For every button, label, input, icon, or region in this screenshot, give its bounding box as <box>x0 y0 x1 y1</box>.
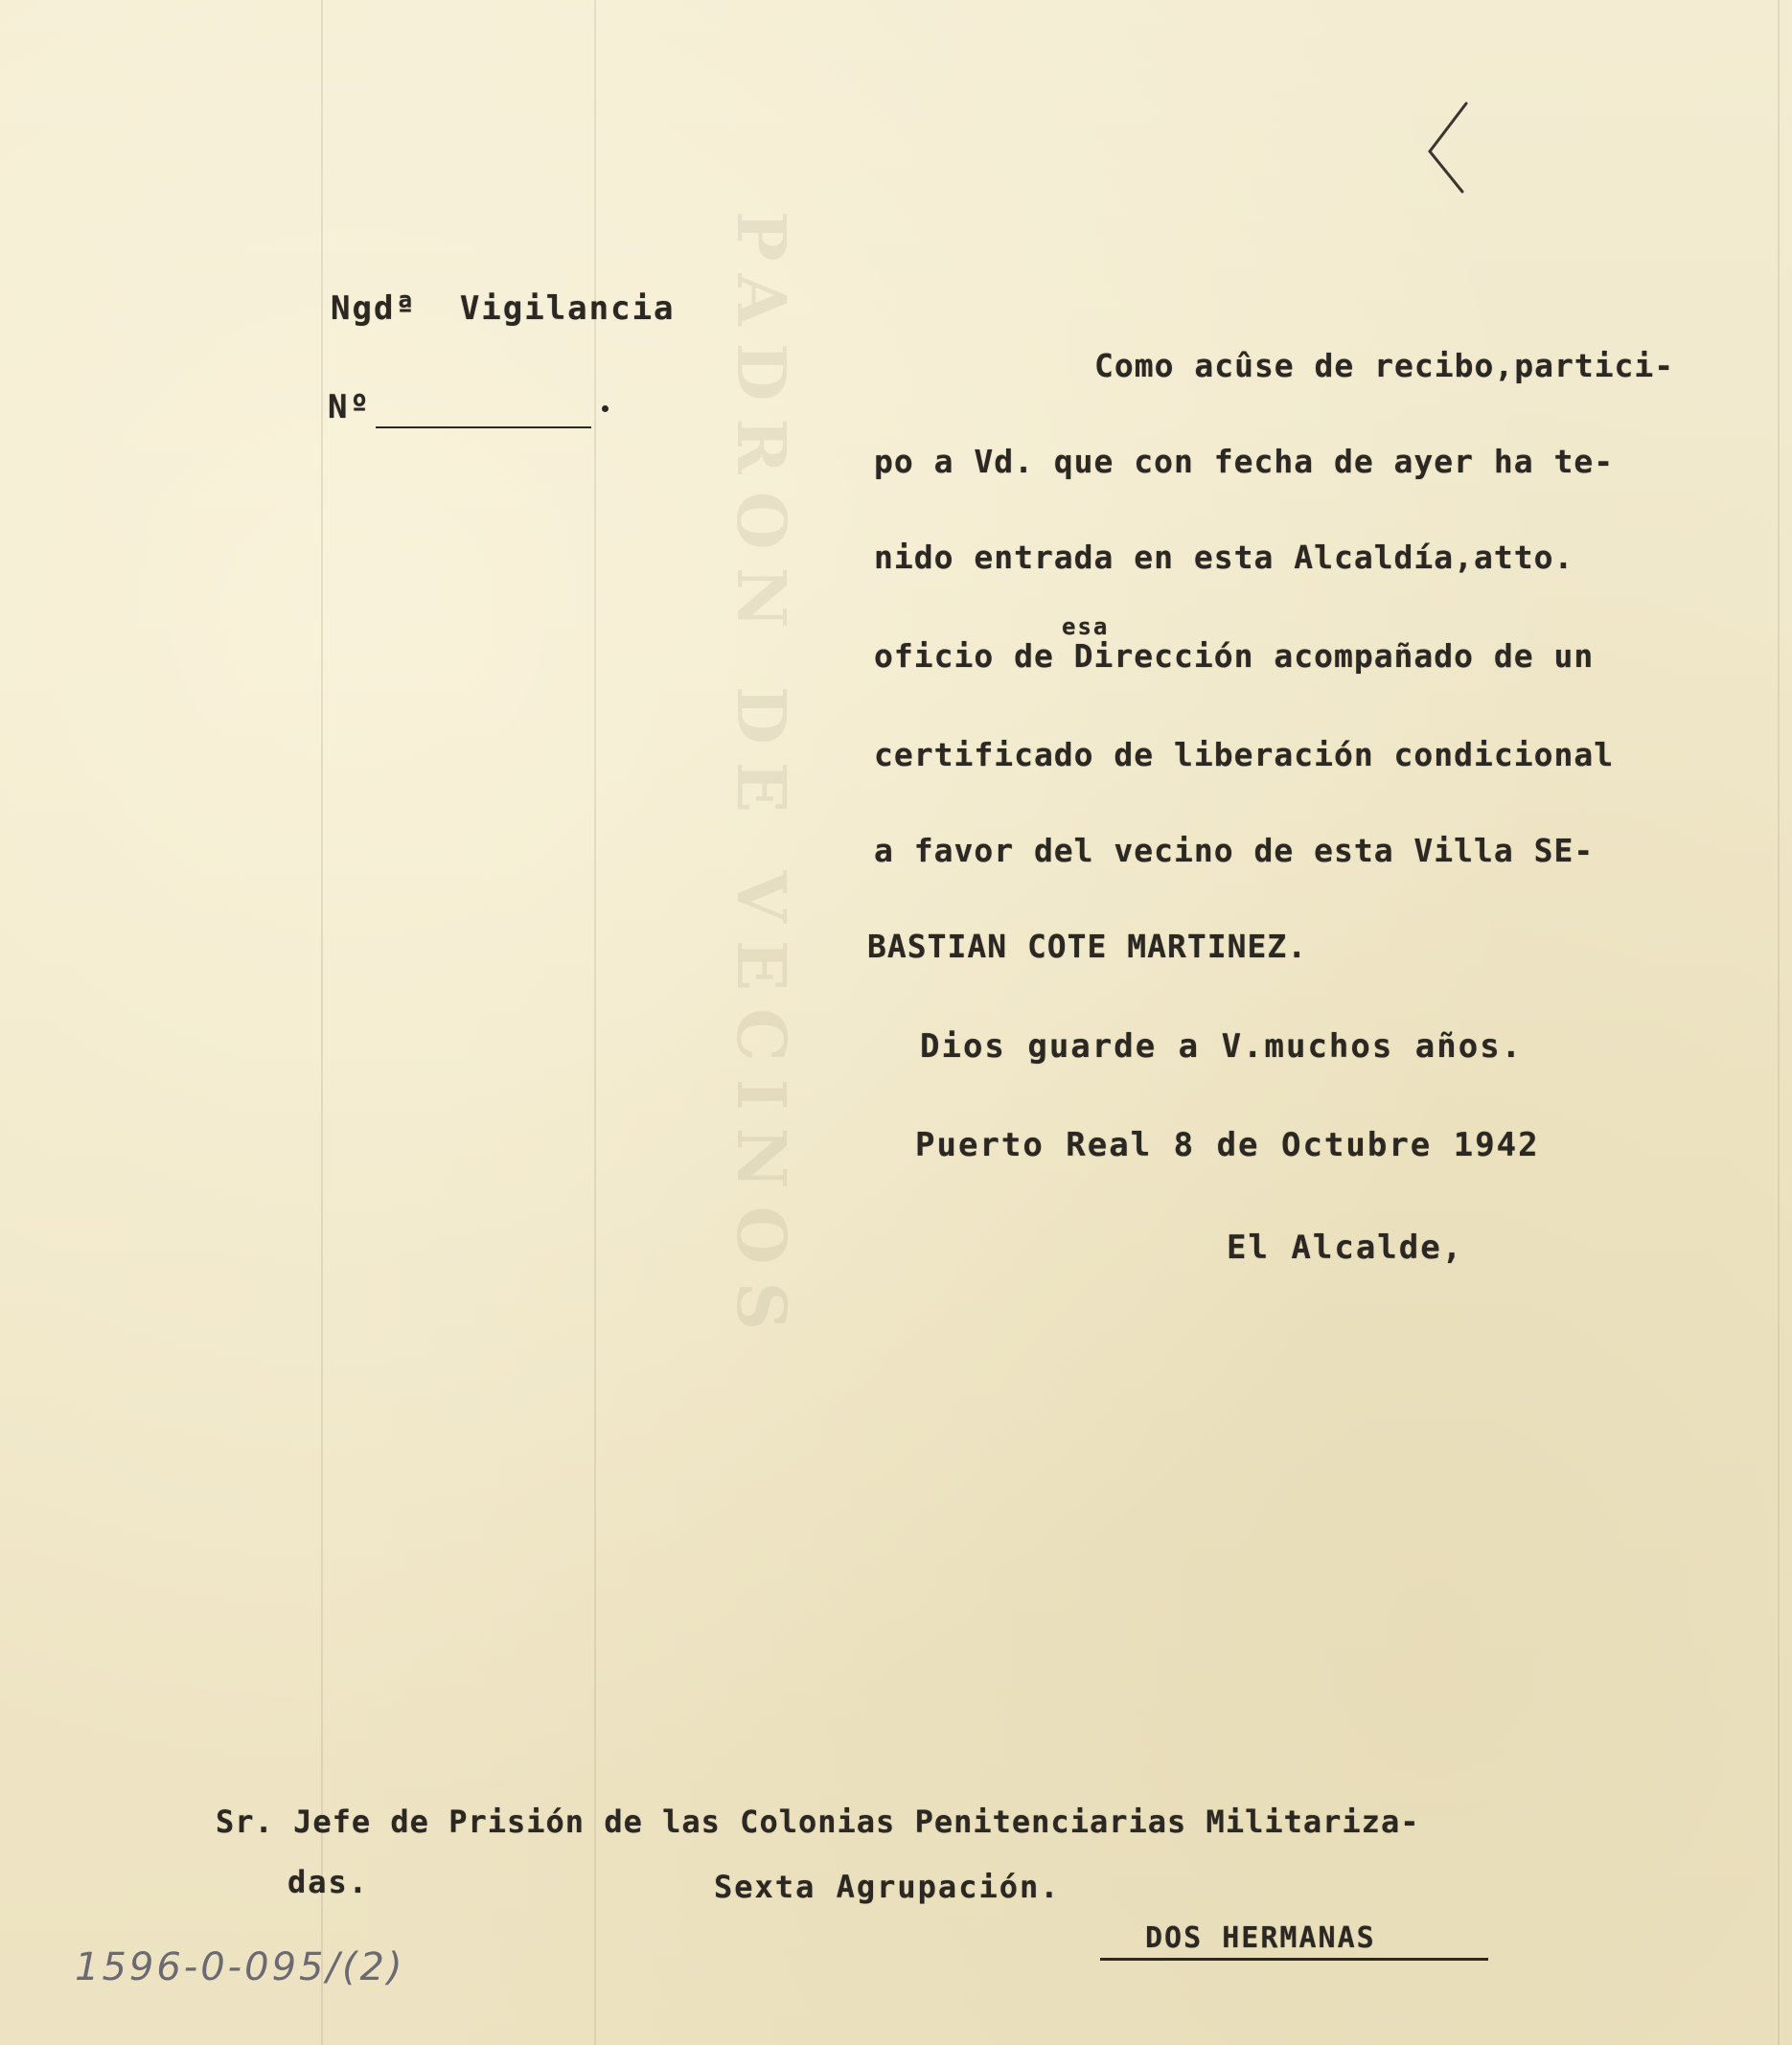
body-line: oficio de Dirección acompañado de un <box>874 637 1595 675</box>
body-line: po a Vd. que con fecha de ayer ha te- <box>874 443 1615 480</box>
addressee-city: DOS HERMANAS <box>1145 1921 1376 1955</box>
addressee-line: das. <box>287 1864 370 1900</box>
city-underline <box>1100 1958 1488 1961</box>
body-line: BASTIAN COTE MARTINEZ. <box>867 928 1308 965</box>
pencil-tick-mark <box>1418 96 1485 201</box>
body-line: Como acûse de recibo,partici- <box>1094 347 1675 384</box>
salutation: Dios guarde a V.muchos años. <box>920 1027 1524 1066</box>
body-line: certificado de liberación condicional <box>874 736 1615 773</box>
interlinear-insert: esa <box>1062 613 1110 640</box>
department-label: Ngdª Vigilancia <box>331 289 676 328</box>
place-date: Puerto Real 8 de Octubre 1942 <box>915 1126 1540 1164</box>
addressee-agrupacion: Sexta Agrupación. <box>714 1869 1061 1905</box>
number-dot <box>602 405 609 412</box>
page-edge <box>1778 0 1780 2045</box>
fold-line <box>321 0 323 2045</box>
bleed-through-text: PADRON DE VECINOS <box>722 211 801 1348</box>
archive-reference: 1596-0-095/(2) <box>75 1945 405 1989</box>
addressee-line: Sr. Jefe de Prisión de las Colonias Penitenciarias Militariza- <box>216 1804 1420 1840</box>
signatory: El Alcalde, <box>1227 1229 1464 1267</box>
number-label: Nº <box>328 388 371 426</box>
body-line: a favor del vecino de esta Villa SE- <box>874 832 1595 869</box>
body-line: nido entrada en esta Alcaldía,atto. <box>874 539 1574 576</box>
number-blank-line <box>376 426 591 428</box>
